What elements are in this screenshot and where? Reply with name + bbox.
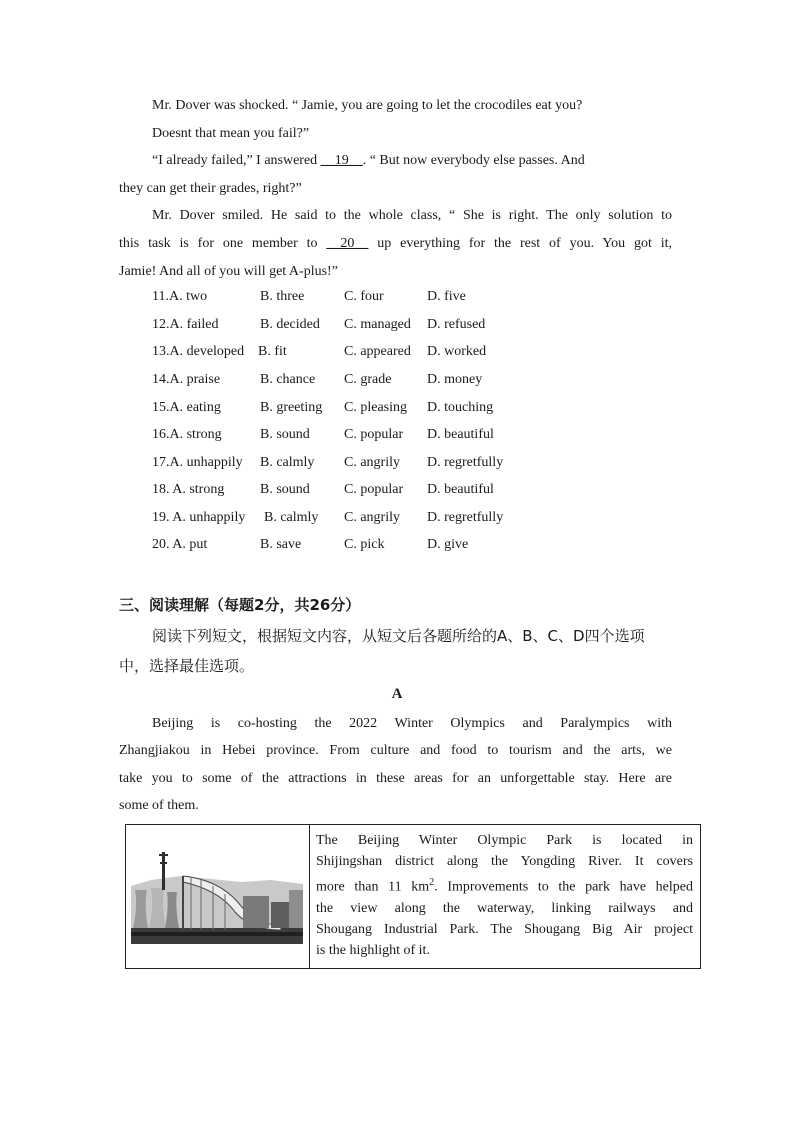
- option-19-b: B. calmly: [264, 510, 319, 525]
- table-line-3-end: . Improvements to the park have helped: [434, 879, 693, 895]
- option-20-a: 20. A. put: [152, 537, 208, 552]
- blank-19: __19__: [320, 153, 363, 168]
- option-15-c: C. pleasing: [344, 400, 407, 415]
- option-12-d: D. refused: [427, 317, 486, 332]
- instruction-line-2: 中，选择最佳选项。: [119, 657, 255, 675]
- option-18-a: 18. A. strong: [152, 482, 225, 497]
- option-16-b: B. sound: [260, 427, 310, 442]
- passage-line-3: take you to some of the attractions in these areas for an unforgettable stay. Here are: [119, 771, 672, 786]
- story-line-3-start: “I already failed,” I answered: [152, 153, 321, 168]
- table-line-3-start: more than 11 km: [316, 879, 430, 895]
- area-superscript: 2: [429, 877, 435, 888]
- option-16-a: 16.A. strong: [152, 427, 222, 442]
- story-line-5: Mr. Dover smiled. He said to the whole class, “ She is right. The only solution to: [152, 208, 672, 223]
- option-12-c: C. managed: [344, 317, 411, 332]
- story-line-2: Doesnt that mean you fail?”: [152, 126, 310, 141]
- option-19-a: 19. A. unhappily: [152, 510, 246, 525]
- story-line-6-end: up everything for the rest of you. You got it,: [368, 236, 672, 251]
- option-17-b: B. calmly: [260, 455, 315, 470]
- section-heading: 三、阅读理解（每题2分，共26分）: [119, 596, 361, 614]
- option-20-c: C. pick: [344, 537, 385, 552]
- option-18-c: C. popular: [344, 482, 404, 497]
- option-13-d: D. worked: [427, 344, 487, 359]
- option-17-c: C. angrily: [344, 455, 400, 470]
- table-line-6: is the highlight of it.: [316, 942, 430, 958]
- story-line-6: [119, 234, 672, 254]
- option-11-a: 11.A. two: [152, 289, 208, 304]
- table-column-divider: [309, 824, 310, 969]
- table-line-2: Shijingshan district along the Yongding River. It covers: [316, 854, 693, 869]
- option-19-d: D. regretfully: [427, 510, 504, 525]
- option-14-d: D. money: [427, 372, 483, 387]
- story-line-7: Jamie! And all of you will get A-plus!”: [119, 264, 338, 279]
- option-15-a: 15.A. eating: [152, 400, 221, 415]
- passage-line-4: some of them.: [119, 798, 199, 813]
- story-line-6-start: this task is for one member to: [119, 236, 327, 251]
- option-11-d: D. five: [427, 289, 466, 304]
- blank-20: __20__: [326, 236, 369, 251]
- option-13-b: B. fit: [258, 344, 287, 359]
- table-line-3: [316, 872, 693, 898]
- option-18-d: D. beautiful: [427, 482, 494, 497]
- option-18-b: B. sound: [260, 482, 310, 497]
- instruction-line-1: 阅读下列短文，根据短文内容，从短文后各题所给的A、B、C、D四个选项: [152, 627, 645, 645]
- story-line-4: they can get their grades, right?”: [119, 181, 302, 196]
- table-line-4: the view along the waterway, linking railways and: [316, 900, 693, 916]
- passage-label: A: [391, 686, 403, 702]
- story-line-3: [152, 151, 672, 171]
- option-17-d: D. regretfully: [427, 455, 504, 470]
- table-line-1: The Beijing Winter Olympic Park is located in: [316, 833, 693, 848]
- passage-line-1: Beijing is co-hosting the 2022 Winter Olympics and Paralympics with: [152, 716, 672, 731]
- option-12-b: B. decided: [260, 317, 320, 332]
- option-14-a: 14.A. praise: [152, 372, 221, 387]
- passage-line-2: Zhangjiakou in Hebei province. From culture and food to tourism and the arts, we: [119, 743, 672, 758]
- option-16-d: D. beautiful: [427, 427, 494, 442]
- table-line-5: Shougang Industrial Park. The Shougang Big Air project: [316, 921, 693, 937]
- table-description: [316, 830, 693, 961]
- option-11-c: C. four: [344, 289, 384, 304]
- option-14-c: C. grade: [344, 372, 392, 387]
- option-15-d: D. touching: [427, 400, 494, 415]
- shougang-big-air-photo: [131, 846, 303, 944]
- story-line-1: Mr. Dover was shocked. “ Jamie, you are going to let the crocodiles eat you?: [152, 98, 583, 113]
- option-14-b: B. chance: [260, 372, 316, 387]
- option-13-c: C. appeared: [344, 344, 411, 359]
- option-13-a: 13.A. developed: [152, 344, 245, 359]
- option-20-b: B. save: [260, 537, 302, 552]
- story-line-3-end: . “ But now everybody else passes. And: [362, 153, 585, 168]
- option-19-c: C. angrily: [344, 510, 400, 525]
- option-12-a: 12.A. failed: [152, 317, 219, 332]
- option-15-b: B. greeting: [260, 400, 323, 415]
- option-16-c: C. popular: [344, 427, 404, 442]
- option-11-b: B. three: [260, 289, 305, 304]
- option-20-d: D. give: [427, 537, 469, 552]
- option-17-a: 17.A. unhappily: [152, 455, 243, 470]
